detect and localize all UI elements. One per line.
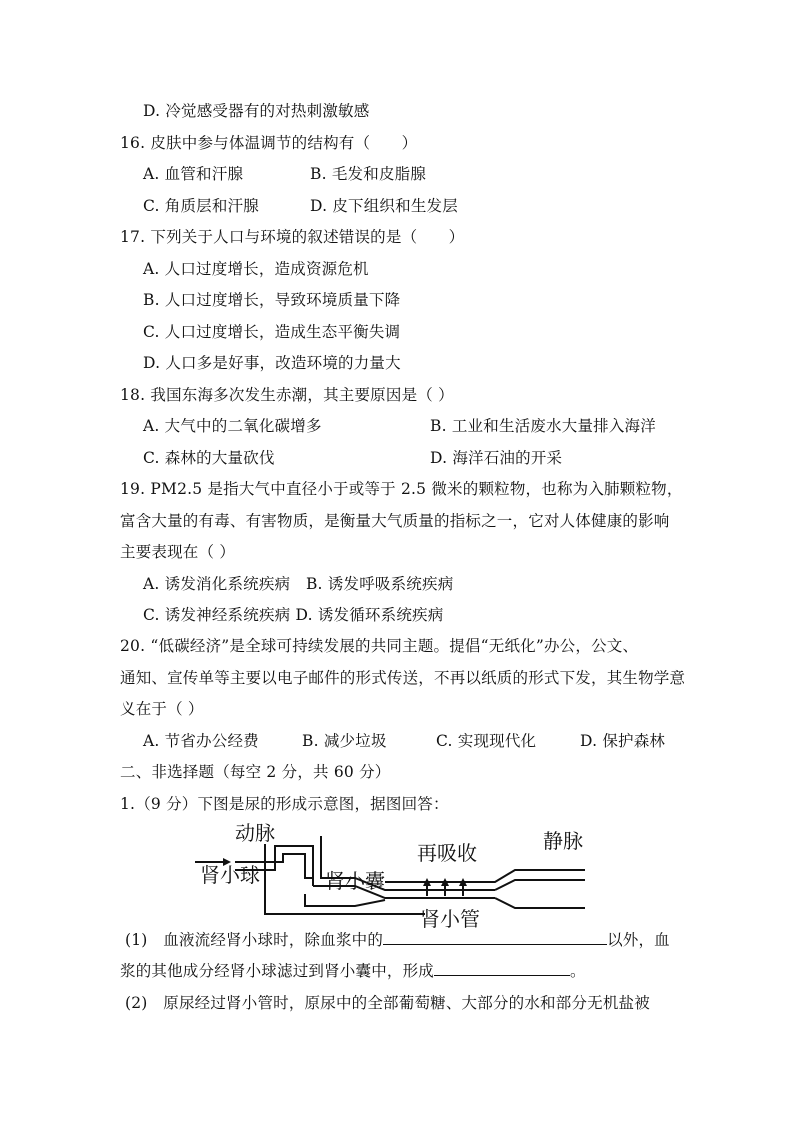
q20-option-d: D. 保护森林 [580,732,666,750]
nq1-stem: 1.（9 分）下图是尿的形成示意图，据图回答： [120,795,449,813]
answer-blank-1[interactable] [383,930,607,945]
q20-option-c: C. 实现现代化 [436,732,537,750]
section-2-heading: 二、非选择题（每空 2 分，共 60 分） [120,763,391,781]
q19-stem-line3: 主要表现在（ ） [120,543,236,561]
q18-option-a: A. 大气中的二氧化碳增多 [143,417,322,435]
q18-stem: 18. 我国东海多次发生赤潮，其主要原因是（ ） [120,386,454,404]
label-artery: 动脉 [235,821,275,845]
label-vein: 静脉 [543,829,583,853]
nq1-part1-text-d: 。 [570,962,586,980]
q16-stem: 16. 皮肤中参与体温调节的结构有（ ） [120,134,418,152]
q20-option-a: A. 节省办公经费 [143,732,259,750]
q20-stem-line3: 义在于（ ） [120,700,204,718]
q17-option-b: B. 人口过度增长，导致环境质量下降 [143,291,401,309]
q18-option-d: D. 海洋石油的开采 [430,449,563,467]
q20-option-b: B. 减少垃圾 [302,732,387,750]
q17-option-c: C. 人口过度增长，造成生态平衡失调 [143,323,401,341]
q19-options-ab: A. 诱发消化系统疾病 B. 诱发呼吸系统疾病 [143,575,454,593]
q16-option-a: A. 血管和汗腺 [143,165,244,183]
q16-option-b: B. 毛发和皮脂腺 [310,165,427,183]
answer-blank-2[interactable] [434,961,570,976]
urine-formation-diagram [195,818,605,928]
q15-option-d: D. 冷觉感受器有的对热刺激敏感 [143,102,370,120]
nq1-part1-text-a: (1) 血液流经肾小球时，除血浆中的 [125,931,384,949]
q17-stem: 17. 下列关于人口与环境的叙述错误的是（ ） [120,228,465,246]
label-reabsorption: 再吸收 [417,841,477,865]
label-capsule: 肾小囊 [325,869,385,893]
q16-option-d: D. 皮下组织和生发层 [310,197,458,215]
nq1-part2-line1: (2) 原尿经过肾小管时，原尿中的全部葡萄糖、大部分的水和部分无机盐被 [125,994,650,1012]
q18-option-b: B. 工业和生活废水大量排入海洋 [430,417,656,435]
q17-option-a: A. 人口过度增长，造成资源危机 [143,260,369,278]
q16-option-c: C. 角质层和汗腺 [143,197,259,215]
label-glomerulus: 肾小球 [200,863,260,887]
label-tubule: 肾小管 [420,907,480,928]
q20-stem-line2: 通知、宣传单等主要以电子邮件的形式传送，不再以纸质的形式下发，其生物学意 [120,669,686,687]
nq1-part1-line2 [120,961,586,981]
q20-stem-line1: 20. “低碳经济”是全球可持续发展的共同主题。提倡“无纸化”办公，公文、 [120,637,639,655]
nq1-part1-text-c: 浆的其他成分经肾小球滤过到肾小囊中，形成 [120,962,435,980]
q19-stem-line2: 富含大量的有毒、有害物质，是衡量大气质量的指标之一，它对人体健康的影响 [120,512,670,530]
q17-option-d: D. 人口多是好事，改造环境的力量大 [143,354,401,372]
nq1-part1-line1 [125,930,670,950]
q19-options-cd: C. 诱发神经系统疾病 D. 诱发循环系统疾病 [143,606,444,624]
q18-option-c: C. 森林的大量砍伐 [143,449,275,467]
q19-stem-line1: 19. PM2.5 是指大气中直径小于或等于 2.5 微米的颗粒物，也称为入肺颗粒物， [120,480,683,498]
nq1-part1-text-b: 以外，血 [607,931,670,949]
